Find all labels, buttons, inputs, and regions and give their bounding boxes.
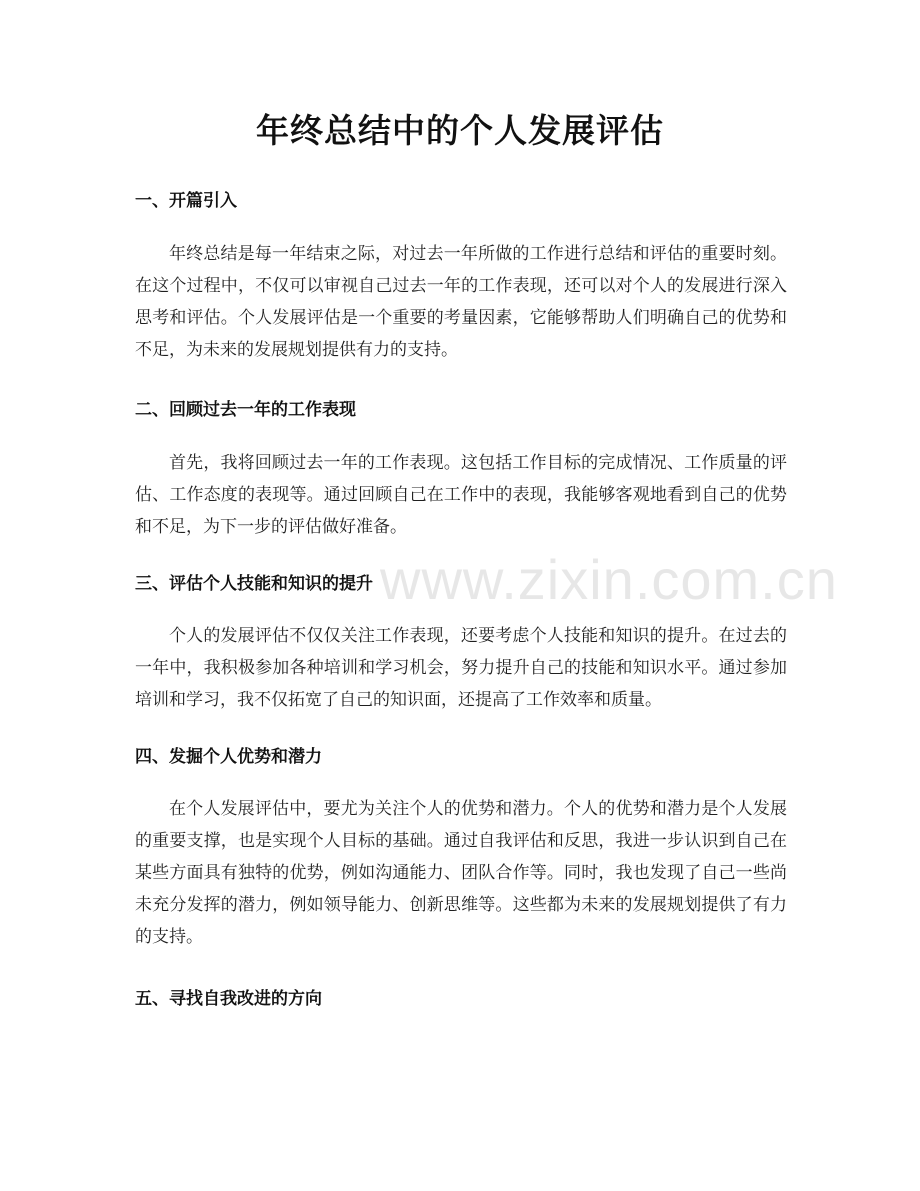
section-paragraph-skills: 个人的发展评估不仅仅关注工作表现，还要考虑个人技能和知识的提升。在过去的一年中，我积极参加各种培训和学习机会，努力提升自己的技能和知识水平。通过参加培训和学习，我不仅拓宽了自己的知识面，还提高了工作效率和质量。 bbox=[135, 626, 787, 710]
document-title: 年终总结中的个人发展评估 bbox=[256, 111, 664, 150]
watermark-text: www.zixin.com.cn bbox=[380, 548, 838, 611]
section-paragraph-review: 首先，我将回顾过去一年的工作表现。这包括工作目标的完成情况、工作质量的评估、工作态度的表现等。通过回顾自己在工作中的表现，我能够客观地看到自己的优势和不足，为下一步的评估做好准备。 bbox=[135, 453, 787, 537]
section-heading-improvement: 五、寻找自我改进的方向 bbox=[135, 989, 322, 1009]
section-paragraph-strengths: 在个人发展评估中，要尤为关注个人的优势和潜力。个人的优势和潜力是个人发展的重要支撑，也是实现个人目标的基础。通过自我评估和反思，我进一步认识到自己在某些方面具有独特的优势，例如沟通能力、团队合作等。同时，我也发现了自己一些尚未充分发挥的潜力，例如领导能力、创新思维等。这些都为未来的发展规划提供了有力的支持。 bbox=[135, 799, 787, 947]
section-heading-strengths: 四、发掘个人优势和潜力 bbox=[135, 747, 322, 767]
section-heading-review: 二、回顾过去一年的工作表现 bbox=[135, 400, 356, 420]
section-paragraph-intro: 年终总结是每一年结束之际，对过去一年所做的工作进行总结和评估的重要时刻。在这个过程中，不仅可以审视自己过去一年的工作表现，还可以对个人的发展进行深入思考和评估。个人发展评估是一个重要的考量因素，它能够帮助人们明确自己的优势和不足，为未来的发展规划提供有力的支持。 bbox=[135, 244, 787, 360]
section-heading-intro: 一、开篇引入 bbox=[135, 191, 237, 211]
section-heading-skills: 三、评估个人技能和知识的提升 bbox=[135, 574, 373, 594]
